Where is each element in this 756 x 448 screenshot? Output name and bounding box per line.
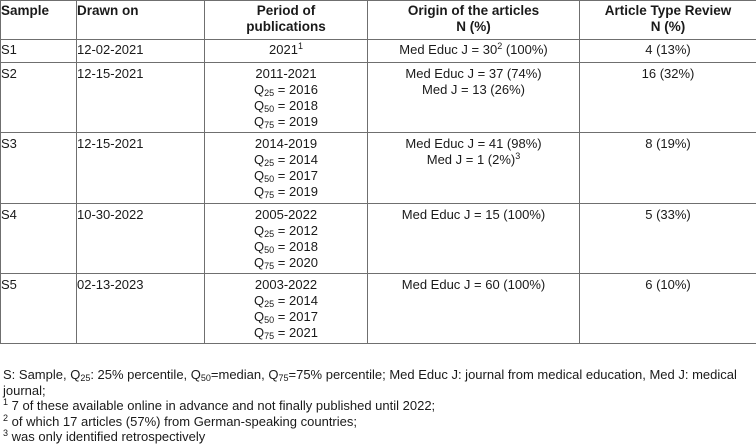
header-article-type: [580, 1, 756, 40]
cell-origin: [368, 40, 580, 63]
cell-sample: S2: [1, 63, 77, 133]
header-origin-line2: N (%): [456, 19, 491, 34]
table-header-row: [1, 1, 756, 40]
cell-origin: [368, 204, 580, 274]
quartile-q75: $Q_{75} = 2019$: [254, 114, 318, 130]
quartile-q75: $Q_{75} = 2021$: [254, 325, 318, 341]
abbreviation-legend: S: Sample, $Q_{25}$: 25% percentile, $Q_{50}=median$, $Q_{75}=75\%$ percentile; Med Educ J: journal from medical education, Med J: medical journal;: [3, 367, 737, 398]
footnote-mark: 1: [297, 41, 303, 51]
cell-sample: S5: [1, 274, 77, 344]
cell-drawn-on: 10-30-2022: [77, 204, 205, 274]
header-period: [205, 1, 368, 40]
quartile-q50: $Q_{50} = 2018$: [254, 98, 318, 114]
cell-sample: S1: [1, 40, 77, 63]
period-range: 2021: [269, 42, 298, 57]
header-period-line2: publications: [246, 19, 326, 34]
origin-line-tail: (100%): [502, 42, 548, 57]
header-drawn-on: Drawn on: [77, 1, 205, 40]
quartile-q25: $Q_{25} = 2014$: [254, 152, 318, 168]
footnote-2: $^2$ of which 17 articles (57%) from German-speaking countries;: [3, 412, 357, 429]
quartile-q25: $Q_{25} = 2016$: [254, 82, 318, 98]
footnote-3: $^3$ was only identified retrospectively: [3, 428, 206, 444]
footnote-mark: 3: [515, 151, 521, 161]
origin-line: Med Educ J = 37 (74%): [405, 66, 542, 81]
cell-drawn-on: 02-13-2023: [77, 274, 205, 344]
table-row: [1, 133, 756, 204]
cell-drawn-on: 12-02-2021: [77, 40, 205, 63]
table-row: [1, 40, 756, 63]
period-range: 2014-2019: [254, 136, 318, 151]
table-row: [1, 63, 756, 133]
origin-line: Med J = 13 (26%): [422, 82, 525, 97]
cell-article-type: 8 (19%): [580, 133, 756, 204]
quartile-q25: $Q_{25} = 2014$: [254, 293, 318, 309]
header-type-line1: Article Type Review: [604, 3, 732, 18]
footnote-1: $^1$ 7 of these available online in advance and not finally published until 2022;: [3, 397, 436, 413]
header-period-line1: Period of: [256, 3, 316, 18]
quartile-q75: $Q_{75} = 2020$: [254, 255, 318, 271]
table-footnotes: [3, 367, 755, 445]
origin-line: Med Educ J = 41 (98%): [405, 136, 542, 151]
cell-period: [205, 40, 368, 63]
quartile-q50: $Q_{50} = 2018$: [254, 239, 318, 255]
origin-line: Med J = 1 $(2\%)^3$: [426, 151, 521, 167]
period-range: 2003-2022: [254, 277, 318, 292]
header-origin-line1: Origin of the articles: [407, 3, 540, 18]
cell-origin: [368, 133, 580, 204]
period-range: 2005-2022: [254, 207, 318, 222]
cell-period: [205, 274, 368, 344]
quartile-q50: $Q_{50} = 2017$: [254, 309, 318, 325]
origin-line: Med Educ J = 30: [399, 42, 498, 57]
cell-period: [205, 204, 368, 274]
cell-article-type: 4 (13%): [580, 40, 756, 63]
quartile-q50: $Q_{50} = 2017$: [254, 168, 318, 184]
table-row: [1, 204, 756, 274]
quartile-q75: $Q_{75} = 2019$: [254, 184, 318, 200]
header-origin: [368, 1, 580, 40]
cell-sample: S3: [1, 133, 77, 204]
cell-article-type: 16 (32%): [580, 63, 756, 133]
footnote-mark: 2: [497, 41, 503, 51]
cell-drawn-on: 12-15-2021: [77, 133, 205, 204]
cell-period: [205, 133, 368, 204]
origin-line: Med Educ J = 15 (100%): [401, 207, 546, 222]
cell-drawn-on: 12-15-2021: [77, 63, 205, 133]
period-range: 2011-2021: [255, 66, 317, 81]
quartile-q25: $Q_{25} = 2012$: [254, 223, 318, 239]
cell-origin: [368, 274, 580, 344]
header-sample: Sample: [1, 1, 77, 40]
origin-line: Med Educ J = 60 (100%): [401, 277, 546, 292]
cell-sample: S4: [1, 204, 77, 274]
cell-period: [205, 63, 368, 133]
cell-article-type: 5 (33%): [580, 204, 756, 274]
header-type-line2: N (%): [650, 19, 686, 34]
cell-origin: [368, 63, 580, 133]
table-row: [1, 274, 756, 344]
cell-article-type: 6 (10%): [580, 274, 756, 344]
